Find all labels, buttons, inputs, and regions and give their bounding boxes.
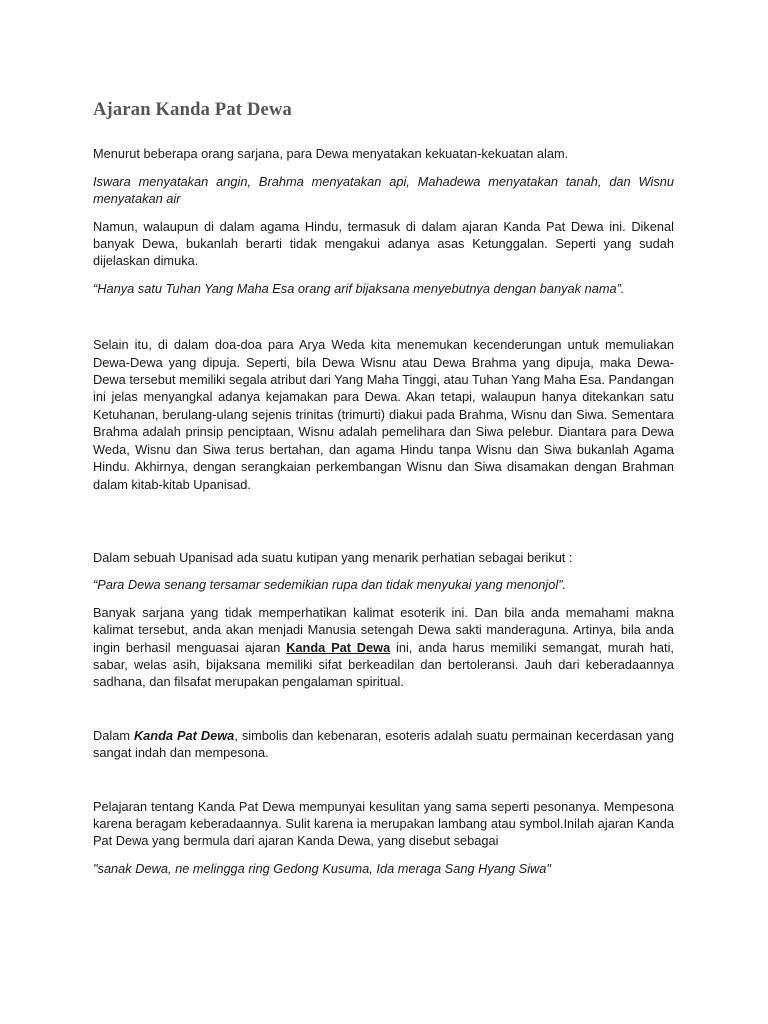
paragraph-symbolism-text-start: Dalam (93, 727, 134, 743)
paragraph-oneness: Namun, walaupun di dalam agama Hindu, termasuk di dalam ajaran Kanda Pat Dewa ini. Dikenal banyak Dewa, bukanlah berarti tidak mengakui adanya asas Ketunggalan. Seperti yang sudah dijelaskan dimuka. (93, 218, 674, 269)
paragraph-esoteric-text-start: Banyak sarjana yang tidak memperhatikan kalimat esoterik ini. Dan bila anda memahami makna kalimat tersebut, anda akan menjadi Manusia setengah Dewa sakti manderaguna. Artinya, bila anda ingin berhasil menguasai ajaran (93, 604, 674, 655)
kanda-pat-dewa-emphasis: Kanda Pat Dewa (133, 727, 235, 743)
paragraph-symbolism-text-end: , simbolis dan kebenaran, esoteris adalah suatu permainan kecerdasan yang sangat indah dan mempesona. (93, 727, 674, 761)
paragraph-esoteric (93, 604, 674, 691)
paragraph-upanisad-intro: Dalam sebuah Upanisad ada suatu kutipan yang menarik perhatian sebagai berikut : (93, 549, 573, 565)
paragraph-esoteric-text-end: ini, anda harus memiliki semangat, murah hati, sabar, welas asih, bijaksana memiliki sifat berkeadilan dan bertoleransi. Jauh dari keberadaannya sadhana, dan filsafat merupakan pengalaman spiritual. (93, 639, 674, 690)
paragraph-intro: Menurut beberapa orang sarjana, para Dewa menyatakan kekuatan-kekuatan alam. (93, 146, 569, 162)
paragraph-lesson: Pelajaran tentang Kanda Pat Dewa mempunyai kesulitan yang sama seperti pesonanya. Mempesona karena beragam keberadaannya. Sulit karena ia merupakan lambang atau symbol.Inilah ajaran Kanda Pat Dewa yang bermula dari ajaran Kanda Dewa, yang disebut sebagai (93, 798, 674, 849)
page-title: Ajaran Kanda Pat Dewa (93, 100, 292, 120)
kanda-pat-dewa-link[interactable]: Kanda Pat Dewa (286, 639, 391, 655)
quote-sanak-dewa: "sanak Dewa, ne melingga ring Gedong Kusuma, Ida meraga Sang Hyang Siwa" (93, 860, 551, 876)
quote-para-dewa: “Para Dewa senang tersamar sedemikian rupa dan tidak menyukai yang menonjol”. (93, 577, 567, 593)
paragraph-symbolism (93, 727, 674, 762)
quote-one-god: “Hanya satu Tuhan Yang Maha Esa orang arif bijaksana menyebutnya dengan banyak nama”. (93, 280, 625, 296)
paragraph-gods-elements: Iswara menyatakan angin, Brahma menyatakan api, Mahadewa menyatakan tanah, dan Wisnu menyatakan air (93, 173, 674, 207)
paragraph-arya-weda: Selain itu, di dalam doa-doa para Arya Weda kita menemukan kecenderungan untuk memuliakan Dewa-Dewa yang dipuja. Seperti, bila Dewa Wisnu atau Dewa Brahma yang dipuja, maka Dewa-Dewa tersebut memiliki segala atribut dari Yang Maha Tinggi, atau Tuhan Yang Maha Esa. Pandangan ini jelas menyangkal adanya kejamakan para Dewa. Akan tetapi, walaupun hanya ditekankan satu Ketuhanan, berulang-ulang sejenis trinitas (trimurti) diakui pada Brahma, Wisnu dan Siwa. Sementara Brahma adalah prinsip penciptaan, Wisnu adalah pemelihara dan Siwa pelebur. Diantara para Dewa Weda, Wisnu dan Siwa terus bertahan, dan agama Hindu tanpa Wisnu dan Siwa bukanlah Agama Hindu. Akhirnya, dengan serangkaian perkembangan Wisnu dan Siwa disamakan dengan Brahman dalam kitab-kitab Upanisad. (93, 337, 674, 492)
